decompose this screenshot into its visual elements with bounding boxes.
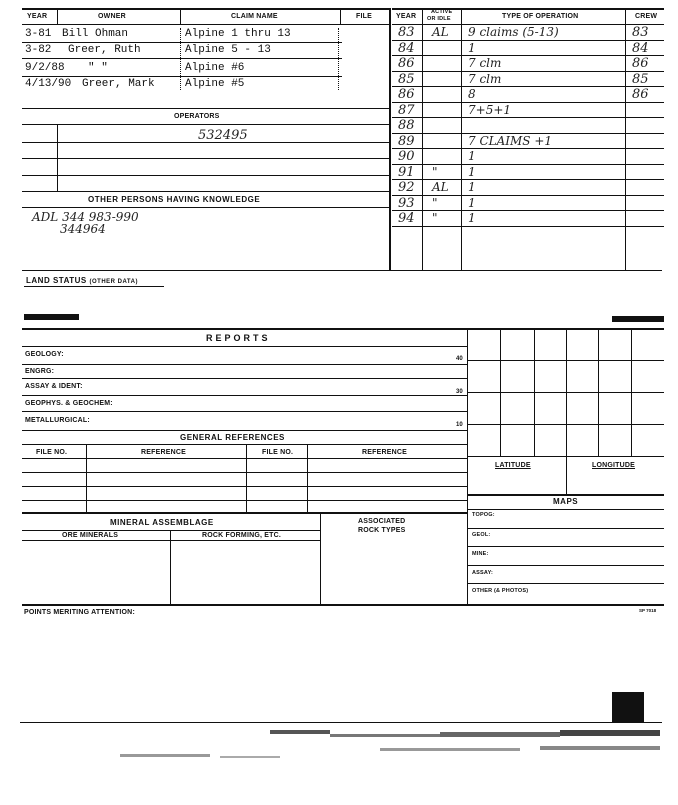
- ops-header-year: YEAR: [396, 13, 417, 20]
- ops-year: 93: [398, 195, 415, 211]
- ops-type: 7 clm: [468, 56, 502, 70]
- smudge-mark: [612, 316, 664, 322]
- row-owner: Greer, Mark: [82, 78, 155, 90]
- row-year: 3-81: [25, 28, 52, 40]
- ops-type: 1: [468, 164, 476, 179]
- latitude-label: LATITUDE: [495, 462, 531, 469]
- ops-type: 1: [468, 40, 476, 55]
- row-owner: " ": [88, 62, 108, 74]
- ops-crew: 85: [632, 71, 649, 87]
- ops-header-crew: CREW: [635, 13, 658, 20]
- ops-year: 91: [398, 164, 415, 180]
- ops-year: 85: [398, 71, 415, 87]
- ore-minerals-label: ORE MINERALS: [62, 532, 119, 539]
- associated-label: ASSOCIATED: [358, 518, 406, 525]
- ops-year: 88: [398, 118, 415, 133]
- report-num: 40: [456, 356, 463, 362]
- ops-year: 86: [398, 87, 415, 102]
- ops-type: 7 CLAIMS +1: [468, 133, 553, 148]
- ops-header-active: ACTIVE: [431, 9, 453, 15]
- row-claim: Alpine #5: [185, 78, 245, 90]
- other-persons-line1: ADL 344 983-990: [32, 210, 139, 224]
- photocopy-noise: [20, 724, 670, 774]
- ops-year: 89: [398, 133, 415, 149]
- form-number: SP 7018: [639, 608, 657, 613]
- ops-active: ": [432, 164, 438, 179]
- ops-type: 1: [468, 180, 476, 194]
- col-header-claim-name: CLAIM NAME: [231, 13, 278, 20]
- ref-col-file-1: FILE NO.: [36, 449, 68, 456]
- ops-active: ": [432, 195, 438, 210]
- row-claim: Alpine 1 thru 13: [185, 28, 291, 40]
- map-mine: MINE:: [472, 551, 489, 557]
- ops-year: 90: [398, 149, 415, 164]
- row-owner: Greer, Ruth: [68, 44, 141, 56]
- reports-title: REPORTS: [206, 333, 271, 343]
- map-geol: GEOL:: [472, 532, 491, 538]
- ops-type: 7+5+1: [468, 102, 512, 117]
- rock-types-label: ROCK TYPES: [358, 527, 406, 534]
- ops-active: ": [432, 211, 438, 225]
- ops-type: 8: [468, 87, 476, 101]
- ops-header-idle: OR IDLE: [427, 16, 451, 22]
- land-status-label: LAND STATUS (OTHER DATA): [26, 276, 138, 285]
- map-assay: ASSAY:: [472, 570, 494, 576]
- ops-year: 86: [398, 56, 415, 71]
- ops-type: 1: [468, 149, 476, 163]
- map-other: OTHER (& PHOTOS): [472, 588, 529, 594]
- report-num: 30: [456, 389, 463, 395]
- general-references-title: GENERAL REFERENCES: [180, 433, 285, 442]
- ops-type: 7 clm: [468, 71, 502, 86]
- report-num: 10: [456, 422, 463, 428]
- ops-year: 87: [398, 102, 415, 118]
- ops-active: AL: [432, 25, 449, 39]
- other-persons-label: OTHER PERSONS HAVING KNOWLEDGE: [88, 195, 261, 204]
- smudge-mark: [24, 314, 79, 320]
- other-persons-line2: 344964: [60, 222, 106, 236]
- maps-title: MAPS: [553, 497, 579, 506]
- col-header-year: YEAR: [27, 13, 48, 20]
- ops-year: 94: [398, 211, 415, 226]
- report-metallurgical: METALLURGICAL:: [25, 417, 90, 424]
- ops-type: 1: [468, 195, 476, 210]
- ops-crew: 84: [632, 40, 649, 56]
- points-meriting-attention: POINTS MERITING ATTENTION:: [24, 609, 135, 616]
- ops-crew: 83: [632, 25, 649, 40]
- operators-label: OPERATORS: [174, 113, 220, 120]
- report-geophys: GEOPHYS. & GEOCHEM:: [25, 400, 113, 407]
- report-geology: GEOLOGY:: [25, 351, 64, 358]
- ops-crew: 86: [632, 87, 649, 102]
- ops-crew: 86: [632, 56, 649, 71]
- black-square: [612, 692, 644, 722]
- row-year: 4/13/90: [25, 78, 72, 90]
- rock-forming-label: ROCK FORMING, ETC.: [202, 532, 282, 539]
- ops-type: 9 claims (5-13): [468, 25, 559, 39]
- ops-type: 1: [468, 211, 476, 225]
- col-header-owner: OWNER: [98, 13, 126, 20]
- ops-active: AL: [432, 180, 449, 194]
- row-year: 3-82: [25, 44, 52, 56]
- row-owner: Bill Ohman: [62, 28, 129, 40]
- mineral-assemblage-title: MINERAL ASSEMBLAGE: [110, 518, 214, 527]
- report-engrg: ENGRG:: [25, 368, 55, 375]
- operators-value: 532495: [198, 128, 248, 143]
- longitude-label: LONGITUDE: [592, 462, 636, 469]
- ops-year: 83: [398, 25, 415, 40]
- col-header-file: FILE: [356, 13, 372, 20]
- ops-header-type: TYPE OF OPERATION: [502, 13, 579, 20]
- report-assay: ASSAY & IDENT:: [25, 383, 83, 390]
- ops-year: 92: [398, 180, 415, 195]
- ref-col-file-2: FILE NO.: [262, 449, 294, 456]
- row-claim: Alpine #6: [185, 62, 245, 74]
- row-year: 9/2/88: [25, 62, 65, 74]
- ref-col-reference-2: REFERENCE: [362, 449, 407, 456]
- map-topog: TOPOG:: [472, 512, 495, 518]
- ref-col-reference-1: REFERENCE: [141, 449, 186, 456]
- row-claim: Alpine 5 - 13: [185, 44, 271, 56]
- ops-year: 84: [398, 40, 415, 56]
